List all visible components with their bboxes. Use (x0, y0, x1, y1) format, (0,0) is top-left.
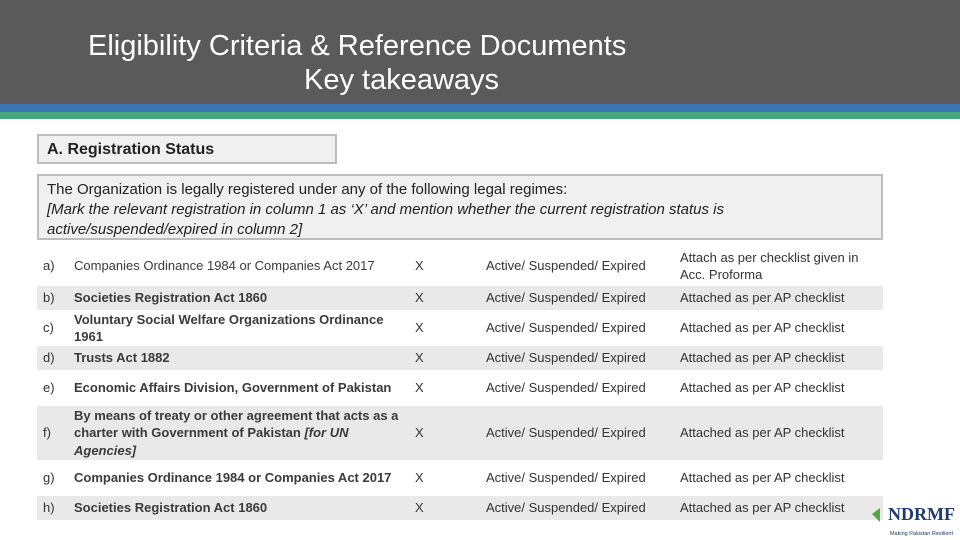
registration-status: Active/ Suspended/ Expired (480, 346, 674, 370)
table-row (37, 310, 883, 346)
table-row (37, 286, 883, 310)
row-mark: X (409, 286, 480, 310)
table-row (37, 370, 883, 406)
reference-note: Attach as per checklist given in Acc. Proforma (680, 249, 859, 282)
page-title-line2: Key takeaways (304, 64, 500, 96)
table-row (37, 460, 883, 496)
section-label: A. Registration Status (47, 141, 215, 158)
registration-status: Active/ Suspended/ Expired (480, 406, 674, 460)
row-mark: X (415, 380, 424, 396)
regime-name: Voluntary Social Welfare Organizations Ordinance 1961 (74, 311, 384, 344)
registration-status: Active/ Suspended/ Expired (480, 496, 674, 520)
regime-name-note: [for UN Agencies] (74, 425, 349, 458)
table-row (37, 406, 883, 460)
logo-wordmark: NDRMF (888, 504, 955, 524)
accent-stripe-blue (0, 104, 960, 112)
row-id: b) (37, 286, 68, 310)
description-box (37, 174, 883, 240)
row-id: a) (43, 258, 55, 274)
row-mark: X (409, 346, 480, 370)
page-title-line1: Eligibility Criteria & Reference Documents (88, 30, 627, 62)
regime-name (68, 406, 409, 460)
regime-name: Societies Registration Act 1860 (68, 496, 409, 520)
registration-status: Active/ Suspended/ Expired (486, 258, 646, 274)
registration-status: Active/ Suspended/ Expired (486, 470, 646, 486)
description-text: The Organization is legally registered under any of the following legal regimes: (47, 181, 568, 198)
regime-name: Trusts Act 1882 (68, 346, 409, 370)
logo-mark-icon (872, 508, 880, 522)
registration-status: Active/ Suspended/ Expired (480, 286, 674, 310)
row-mark: X (409, 496, 480, 520)
section-label-box (37, 134, 337, 164)
regime-name: Companies Ordinance 1984 or Companies Act 2017 (74, 258, 375, 274)
registration-status: Active/ Suspended/ Expired (486, 320, 646, 336)
header-banner (0, 0, 960, 104)
row-id: f) (37, 406, 68, 460)
reference-note: Attached as per AP checklist (674, 406, 883, 460)
regime-name: Companies Ordinance 1984 or Companies Act 2017 (74, 470, 392, 486)
row-mark: X (415, 258, 424, 274)
row-id: e) (43, 380, 55, 396)
table-row (37, 246, 883, 286)
reference-note: Attached as per AP checklist (674, 346, 883, 370)
reference-note: Attached as per AP checklist (680, 380, 845, 396)
table-row (37, 346, 883, 370)
regime-name: Economic Affairs Division, Government of Pakistan (74, 380, 392, 396)
row-id: c) (43, 320, 54, 336)
registration-status: Active/ Suspended/ Expired (486, 380, 646, 396)
reference-note: Attached as per AP checklist (680, 470, 845, 486)
registration-table (37, 246, 883, 520)
reference-note: Attached as per AP checklist (674, 286, 883, 310)
row-id: d) (37, 346, 68, 370)
row-mark: X (409, 406, 480, 460)
logo-tagline: Making Pakistan Resilient (890, 531, 953, 537)
regime-name: Societies Registration Act 1860 (68, 286, 409, 310)
reference-note: Attached as per AP checklist (674, 496, 883, 520)
description-instruction: [Mark the relevant registration in column 1 as ‘X’ and mention whether the current registration status is active/suspended/expired in column 2] (47, 201, 724, 238)
row-mark: X (415, 470, 424, 486)
reference-note: Attached as per AP checklist (680, 320, 845, 336)
row-mark: X (415, 320, 424, 336)
regime-name-text: By means of treaty or other agreement that acts as a charter with Government of Pakistan (74, 407, 399, 441)
ndrmf-logo (868, 500, 960, 540)
row-id: g) (43, 470, 55, 486)
table-row (37, 496, 883, 520)
row-id: h) (37, 496, 68, 520)
accent-stripe-green (0, 112, 960, 119)
